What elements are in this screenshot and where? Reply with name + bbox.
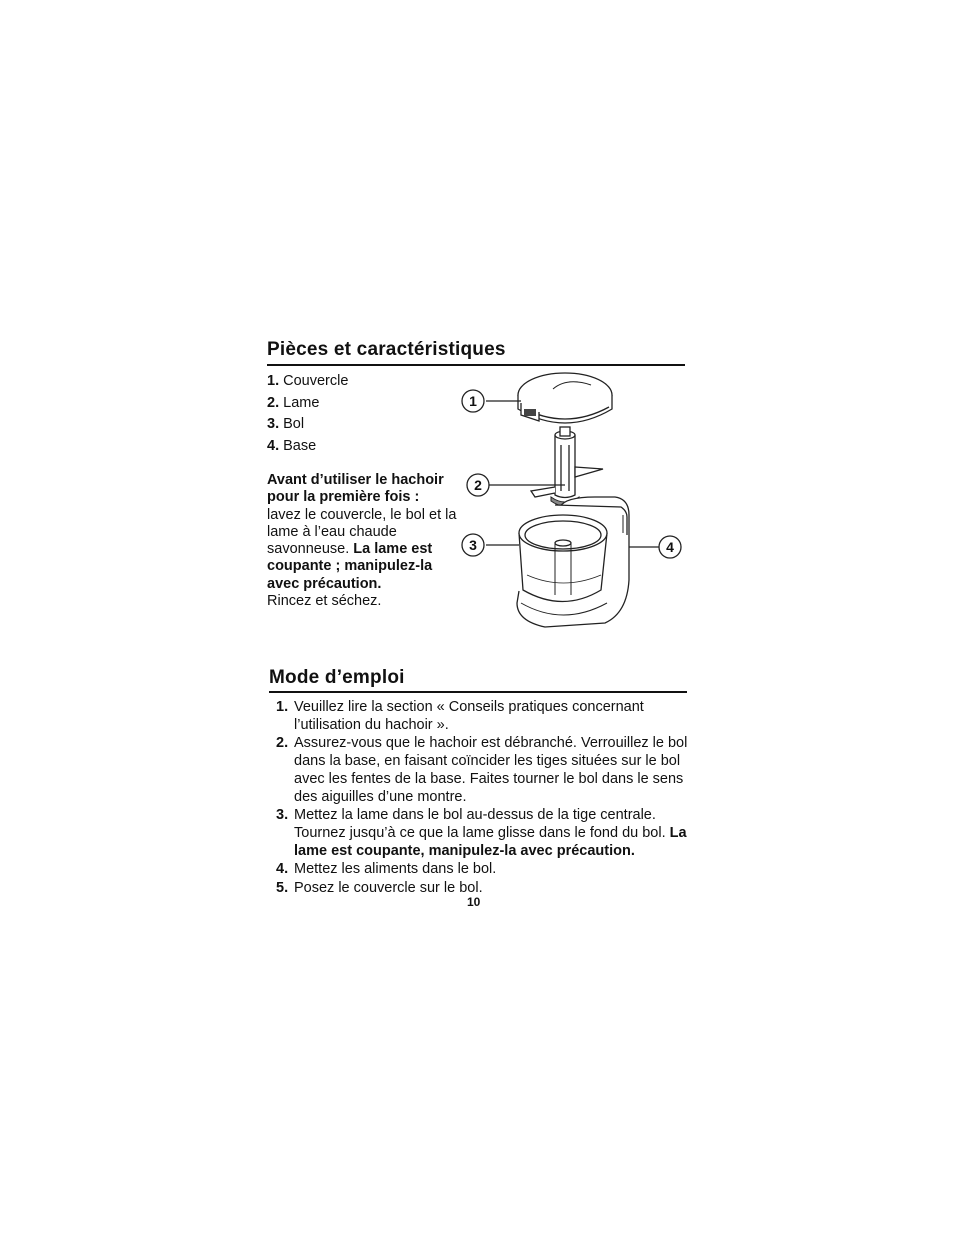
svg-text:1: 1 <box>469 393 477 409</box>
lid-drawing <box>518 373 612 423</box>
list-item: 2. Lame <box>267 394 320 411</box>
list-item: 1. Couvercle <box>267 373 349 389</box>
list-item: 2. Assurez-vous que le hachoir est débranché. Verrouillez le bol dans la base, en faisant coïncider les tiges situées sur le bol avec les fentes de la base. Faites tourner le bol dans le sens des aiguilles d’une montre. <box>276 735 688 805</box>
blade-drawing <box>531 427 603 506</box>
page-number: 10 <box>467 895 481 909</box>
section-title-instructions: Mode d’emploi <box>269 667 405 688</box>
svg-text:4: 4 <box>666 539 674 555</box>
list-item: 5. Posez le couvercle sur le bol. <box>276 880 483 897</box>
list-item: 4. Mettez les aliments dans le bol. <box>276 861 497 878</box>
list-item: 3. Mettez la lame dans le bol au-dessus de la tige centrale. Tournez jusqu’à ce que la lame glisse dans le fond du bol. La lame est coupante, manipulez-la avec précaution. <box>276 807 687 859</box>
note-intro: Avant d’utiliser le hachoir pour la première fois : <box>267 472 444 506</box>
chopper-illustration <box>455 365 695 645</box>
callout-1 <box>462 390 484 412</box>
callout-4 <box>659 536 681 558</box>
list-item: 1. Veuillez lire la section « Conseils pratiques concernant l’utilisation du hachoir ». <box>276 699 644 733</box>
instruction-steps <box>276 699 696 899</box>
svg-text:3: 3 <box>469 537 477 553</box>
note-text: lavez le couvercle, le bol et la lame à l’eau chaude savonneuse. <box>267 506 457 558</box>
note-warning: La lame est coupante ; manipulez-la avec précaution. <box>267 541 433 592</box>
section-rule <box>269 691 687 693</box>
svg-text:2: 2 <box>474 477 482 493</box>
callout-2 <box>467 474 489 496</box>
parts-list <box>267 371 348 458</box>
list-item: 4. Base <box>267 438 317 455</box>
list-item: 3. Bol <box>267 416 305 433</box>
note-tail: Rincez et séchez. <box>267 593 382 610</box>
section-title-parts: Pièces et caractéristiques <box>267 339 506 360</box>
callout-3 <box>462 534 484 556</box>
first-use-note <box>267 472 457 610</box>
